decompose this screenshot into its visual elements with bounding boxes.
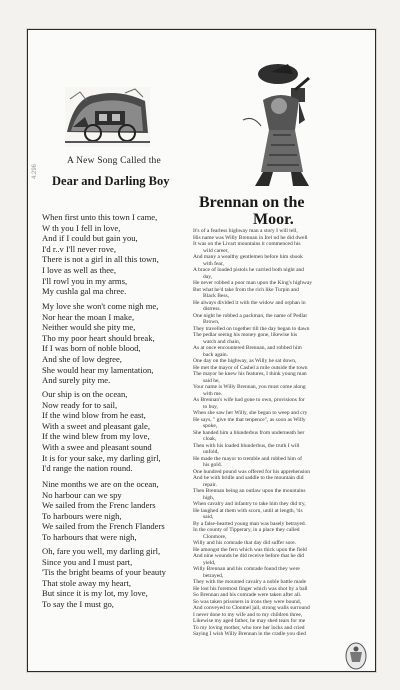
verse-line: I'd range the nation round.	[42, 463, 133, 474]
ballad-line: He lost his foremost finger which was shot by a ball	[193, 585, 308, 592]
ballad-line: They travelled on together till the day began to dawn	[193, 325, 310, 332]
verse-line: If I was born of noble blood,	[42, 343, 141, 354]
ballad-line: One day on the highway, as Willy he sat down,	[193, 358, 297, 364]
ballad-line: They with the mounted cavalry a noble battle made	[193, 579, 307, 585]
left-column	[30, 32, 190, 665]
song-title: Dear and Darling Boy	[52, 174, 170, 188]
verse-line: W th you I fell in love,	[42, 222, 121, 233]
ballad-text-block	[193, 228, 369, 638]
ballad-line: And he with bridle and saddle to the mountain did	[193, 475, 304, 481]
ballad-line: yield,	[203, 559, 216, 566]
stanza-5	[42, 546, 166, 610]
ballad-line: The mayor he knew his features, I think young man	[193, 371, 307, 377]
ballad-line: back again.	[203, 351, 229, 358]
ballad-line: Likewise my aged father, he may shed tears for me	[193, 618, 306, 624]
ballad-line: He amongst the fern which was thick upon the field	[193, 546, 307, 553]
verse-line: We sailed from the Frenc landers	[42, 500, 156, 511]
stanza-3	[42, 389, 161, 474]
ballad-line: She handed him a blunderbus from underneath her	[193, 429, 305, 436]
song-title-line-2: Moor.	[253, 211, 294, 228]
ballad-line: Clonmore,	[203, 533, 227, 540]
verse-line: Nor hear the moan I make,	[42, 311, 135, 322]
library-stamp-icon	[345, 642, 367, 670]
ballad-line: with me.	[203, 390, 223, 397]
verse-line: To harbours were nigh,	[42, 510, 122, 521]
ballad-line: So was taken prisoners in irons they were bound,	[193, 598, 301, 605]
verse-line: Since you and I must part,	[42, 556, 133, 567]
verse-line: 'Tis the bright beams of your beauty	[42, 567, 166, 578]
verse-line: With a sweet and pleasant gale,	[42, 420, 150, 431]
ballad-line: cloak,	[203, 436, 217, 442]
stanza-1	[42, 212, 159, 297]
ballad-line: By a false-hearted young man was basely betrayed.	[193, 520, 307, 527]
verse-line: I'd r..v I'll never rove,	[42, 243, 116, 254]
verse-line: To say the I must go,	[42, 598, 114, 609]
ballad-line: He always divided it with the widow and orphan in	[193, 299, 306, 306]
ballad-line: As Brennan's wife had gone to own, provisions for	[193, 397, 305, 403]
ballad-line: Then with his loaded blunderbus, the truth I will	[193, 442, 300, 449]
ballad-line: watch and chain,	[203, 338, 241, 345]
ballad-line: When cavalry and infantry to take him they did try,	[193, 501, 306, 507]
ballad-line: Then Brennan being an outlaw upon the mountains	[193, 488, 306, 494]
ballad-line: his gold.	[203, 462, 222, 468]
song-title-line-1: Brennan on the	[199, 194, 305, 211]
ballad-line: It's of a fearless highway man a story I will tell,	[193, 228, 298, 234]
ballad-line: day,	[203, 273, 212, 280]
ballad-line: When she saw her Willy, she began to weep and cry	[193, 410, 308, 416]
ballad-line: As at once encountered Brennan, and robbed him	[193, 345, 302, 351]
ballad-line: unfold,	[203, 449, 219, 455]
ballad-line: The pedlar seeing his money gone, likewise his	[193, 332, 298, 338]
ballad-line: He never robbed a poor man upon the King's highway	[193, 280, 313, 286]
ballad-line: And nine wounds he did receive before that he did	[193, 553, 305, 559]
ballad-line: He met the mayor of Cashel a mile outside the town	[193, 364, 308, 371]
ballad-line: So Brennan and his comrade were taken after all.	[193, 592, 302, 598]
verse-line: And surely pity me.	[42, 375, 111, 386]
verse-line: Tho my poor heart should break,	[42, 332, 155, 343]
verse-line: There is not a girl in all this town,	[42, 254, 159, 265]
ballad-line: And many a wealthy gentlemen before him shook	[193, 254, 303, 260]
ballad-line: said he,	[203, 377, 220, 384]
verse-line: I'll rowl you in my arms,	[42, 275, 128, 286]
coach-woodcut-illustration	[65, 87, 150, 147]
verse-line: Now ready for to sail,	[42, 399, 118, 410]
stanza-2	[42, 301, 158, 386]
verse-line: When first unto this town I came,	[42, 212, 158, 222]
ballad-line: And conveyed to Clonmel jail, strong walls surround	[193, 605, 310, 611]
broadside-content	[30, 32, 369, 665]
ballad-line: wild career,	[203, 247, 229, 254]
right-column	[193, 32, 369, 665]
ballad-line: Brown,	[203, 319, 220, 325]
ballad-line: Your name is Willy Brennan, you must come along	[193, 384, 306, 390]
verse-line: It is for your sake, my darling girl,	[42, 452, 161, 463]
ballad-line: said,	[203, 514, 214, 520]
verse-line: And she of low degree,	[42, 353, 122, 364]
verse-line: We sailed from the French Flanders	[42, 521, 165, 532]
verse-line: She would hear my lamentation,	[42, 364, 154, 375]
ballad-line: He laughed at them with scorn, until at length, 'tis	[193, 507, 303, 514]
ballad-line: Willy Brennan and his comrade found they were	[193, 566, 300, 572]
ballad-line: spoke,	[203, 423, 218, 429]
verse-line: Neither would she pity me,	[42, 322, 136, 333]
verse-line: But since it is my lot, my love,	[42, 588, 148, 599]
ballad-line: distress.	[203, 306, 221, 312]
ballad-line: Willy and his comrade that day did suffer sore.	[193, 540, 297, 546]
verse-line: If the wind blow from he east,	[42, 410, 146, 421]
stanza-4	[42, 479, 165, 543]
verse-line: My love she won't come nigh me,	[42, 301, 159, 311]
ballad-line: Black Bess,	[203, 293, 229, 299]
ballad-line: He says, " give me that tenpence", as soon as Willy	[193, 416, 306, 423]
verse-line: Nine months we are on the ocean,	[42, 479, 159, 489]
shelfmark-text: 4.296	[32, 163, 38, 179]
verse-line: That stole away my heart,	[42, 577, 132, 588]
ballad-line: He made the mayor to tremble and robbed him of	[193, 455, 302, 462]
verse-line: To harbours that were nigh,	[42, 531, 137, 542]
verse-line: If the wind blew from my love,	[42, 431, 150, 442]
verse-line: With a swee and pleasant sound	[42, 441, 152, 452]
verse-line: I love as well as thee,	[42, 264, 116, 275]
verse-line: My cushla gal ma chree.	[42, 286, 127, 297]
ballad-line: In the county of Tipperary, in a place they called	[193, 527, 300, 533]
song-intro-text: A New Song Called the	[67, 156, 161, 166]
ballad-line: To my loving mother, who tore her locks and cried	[193, 624, 305, 631]
ballad-line: His name was Willy Brennan in Irel nd he did dwell	[193, 234, 308, 241]
ballad-line: A brace of loaded pistols he carried both night and	[193, 267, 305, 273]
verse-line: Oh, fare you well, my darling girl,	[42, 546, 161, 556]
ballad-line: repair.	[203, 481, 217, 488]
verse-line: Our ship is on the ocean,	[42, 389, 128, 399]
ballad-line: It was on the Livart mountains it commenced his	[193, 241, 301, 247]
verse-line: And if I could but gain you,	[42, 233, 138, 244]
highwayman-woodcut-illustration	[233, 60, 333, 190]
ballad-line: But what he'd take from the rich like Turpin and	[193, 286, 299, 293]
ballad-line: I never done to my wife and to my children three,	[193, 611, 303, 618]
verse-line: No harbour can we spy	[42, 489, 122, 500]
ballad-line: with fear,	[203, 260, 224, 267]
ballad-line: betrayed,	[203, 572, 224, 579]
ballad-line: One hundred pound was offered for his apprehension	[193, 468, 311, 475]
ballad-line: Saying I wish Willy Brennan in the cradle you died	[193, 631, 306, 637]
ballad-line: high,	[203, 494, 215, 501]
ballad-line: One night he robbed a packman, the name of Pedlar	[193, 312, 308, 319]
ballad-line: to buy,	[203, 403, 218, 410]
